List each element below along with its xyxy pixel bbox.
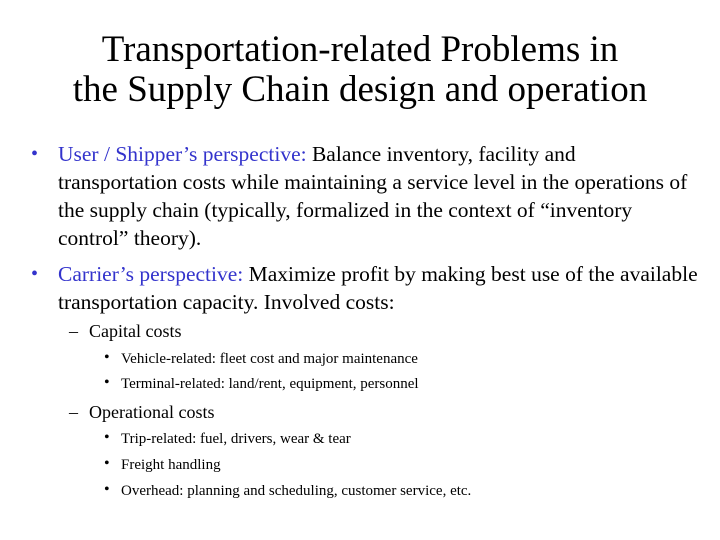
- item-marker: •: [104, 429, 110, 446]
- item-terminal-related: [104, 374, 419, 394]
- item-marker: •: [104, 455, 110, 472]
- sub-bullet-label: Capital costs: [89, 321, 182, 341]
- sub-bullet-capital-costs: [69, 320, 182, 342]
- item-marker: •: [104, 481, 110, 498]
- bullet-marker: •: [31, 143, 39, 165]
- item-text: Overhead: planning and scheduling, customer service, etc.: [121, 483, 472, 499]
- item-overhead: [104, 481, 472, 501]
- slide-title: [20, 30, 700, 110]
- item-vehicle-related: [104, 349, 418, 369]
- bullet-text: Balance inventory, facility and transportation costs while maintaining a service level in the operations of the supply chain (typically, formalized in the context of “inventory control” theory).: [58, 142, 688, 250]
- item-text: Trip-related: fuel, drivers, wear & tear: [121, 431, 351, 447]
- item-trip-related: [104, 429, 351, 449]
- dash-marker: –: [69, 402, 78, 422]
- sub-bullet-label: Operational costs: [89, 402, 215, 422]
- bullet-carrier: [31, 260, 698, 316]
- slide-title-line-2: the Supply Chain design and operation: [72, 69, 648, 110]
- bullet-lead: User / Shipper’s perspective:: [58, 142, 307, 166]
- bullet-user-shipper: [31, 140, 698, 252]
- bullet-lead: Carrier’s perspective:: [58, 262, 244, 286]
- bullet-marker: •: [31, 263, 39, 285]
- dash-marker: –: [69, 321, 78, 341]
- sub-bullet-operational-costs: [69, 401, 215, 423]
- item-marker: •: [104, 349, 110, 366]
- item-freight-handling: [104, 455, 221, 475]
- bullet-text: Maximize profit by making best use of the available transportation capacity. Involved costs:: [58, 262, 698, 314]
- item-text: Terminal-related: land/rent, equipment, personnel: [121, 376, 419, 392]
- slide-title-line-1: Transportation-related Problems in: [101, 29, 619, 70]
- item-marker: •: [104, 374, 110, 391]
- item-text: Freight handling: [121, 457, 221, 473]
- item-text: Vehicle-related: fleet cost and major maintenance: [121, 351, 418, 367]
